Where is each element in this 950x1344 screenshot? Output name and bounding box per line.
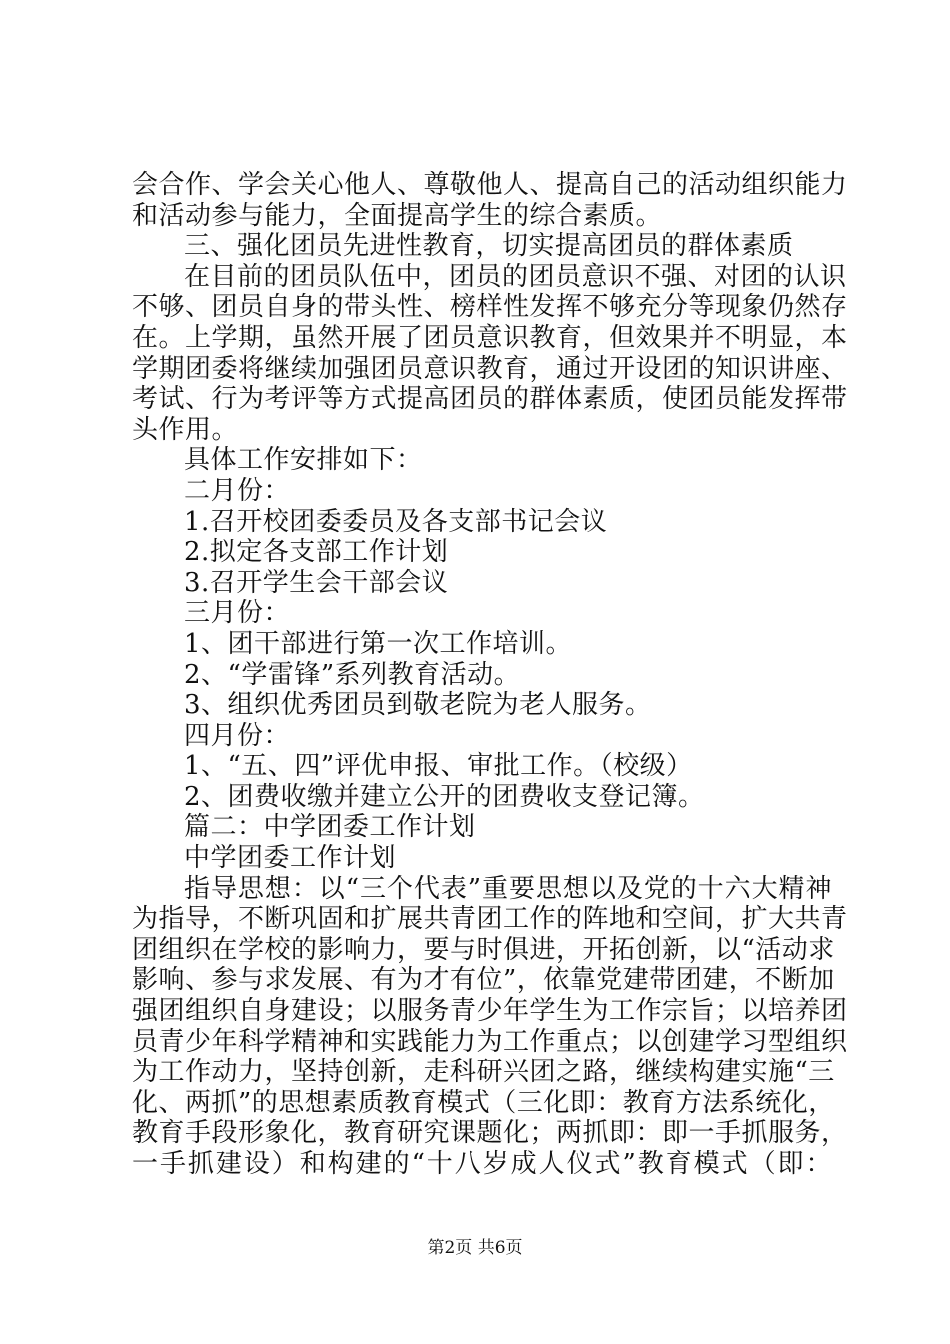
list-item: 1、团干部进行第一次工作培训。: [184, 628, 573, 659]
text-line: 指导思想：以“三个代表”重要思想以及党的十六大精神: [184, 873, 832, 904]
list-item: 1、“五、四”评优申报、审批工作。（校级）: [184, 751, 693, 782]
text-line: 在。上学期，虽然开展了团员意识教育，但效果并不明显，本: [132, 322, 848, 353]
month-heading: 二月份：: [184, 475, 291, 506]
list-item: 2、团费收缴并建立公开的团费收支登记簿。: [184, 781, 705, 812]
list-item: 2.拟定各支部工作计划: [184, 537, 449, 568]
body-text: [132, 170, 848, 1180]
text-line: 为工作动力，坚持创新，走科研兴团之路，继续构建实施“三: [132, 1057, 835, 1088]
text-line: 考试、行为考评等方式提高团员的群体素质，使团员能发挥带: [132, 384, 848, 415]
list-item: 3.召开学生会干部会议: [184, 567, 449, 598]
list-item: 1.召开校团委委员及各支部书记会议: [184, 506, 608, 537]
text-line: 头作用。: [132, 414, 239, 445]
text-line: 化、两抓”的思想素质教育模式（三化即：教育方法系统化，: [132, 1087, 835, 1118]
document-title: 中学团委工作计划: [184, 843, 397, 874]
text-line: 影响、参与求发展、有为才有位”，依靠党建带团建，不断加: [132, 965, 835, 996]
text-line: 学期团委将继续加强团员意识教育，通过开设团的知识讲座、: [132, 353, 848, 384]
text-line: 具体工作安排如下：: [184, 445, 423, 476]
list-item: 3、组织优秀团员到敬老院为老人服务。: [184, 690, 652, 721]
text-line: 不够、团员自身的带头性、榜样性发挥不够充分等现象仍然存: [132, 292, 848, 323]
text-line: 为指导，不断巩固和扩展共青团工作的阵地和空间，扩大共青: [132, 904, 848, 935]
month-heading: 四月份：: [184, 720, 291, 751]
chapter-heading: 篇二：中学团委工作计划: [184, 812, 476, 843]
page-footer: 第2页 共6页: [427, 1238, 523, 1258]
text-line: 强团组织自身建设；以服务青少年学生为工作宗旨；以培养团: [132, 996, 848, 1027]
section-heading: 三、强化团员先进性教育，切实提高团员的群体素质: [184, 231, 794, 262]
text-line: 和活动参与能力，全面提高学生的综合素质。: [132, 200, 663, 231]
text-line: 团组织在学校的影响力，要与时俱进，开拓创新，以“活动求: [132, 934, 835, 965]
text-line: 会合作、学会关心他人、尊敬他人、提高自己的活动组织能力: [132, 170, 848, 200]
text-line: 教育手段形象化，教育研究课题化；两抓即：即一手抓服务，: [132, 1118, 848, 1149]
text-line: 在目前的团员队伍中，团员的团员意识不强、对团的认识: [184, 261, 847, 292]
list-item: 2、“学雷锋”系列教育活动。: [184, 659, 521, 690]
text-line: 员青少年科学精神和实践能力为工作重点；以创建学习型组织: [132, 1026, 848, 1057]
month-heading: 三月份：: [184, 598, 291, 629]
text-line: 一手抓建设）和构建的“十八岁成人仪式”教育模式（即：: [132, 1149, 832, 1179]
